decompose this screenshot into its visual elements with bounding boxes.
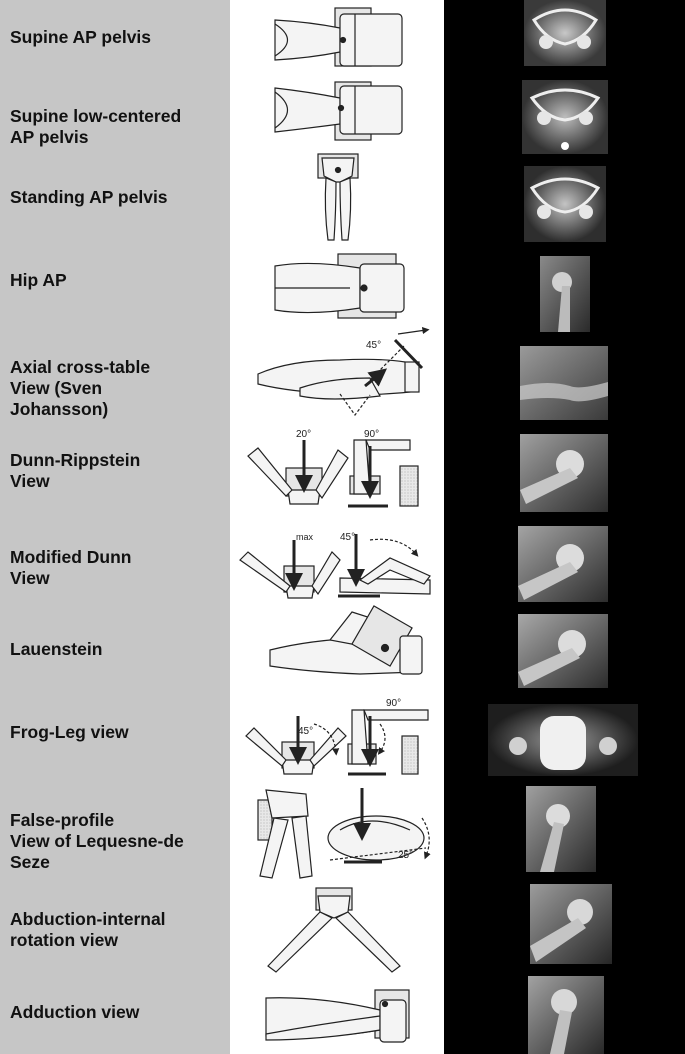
radiograph-axial-cross-table — [520, 346, 608, 420]
label-standing-ap-pelvis: Standing AP pelvis — [10, 187, 168, 207]
radiograph-supine-low-centered-ap-pelvis — [522, 80, 608, 154]
diagram-abduction-internal-rotation — [268, 888, 400, 972]
angle-false-profile-25: 25° — [398, 850, 414, 861]
label-lauenstein: Lauenstein — [10, 639, 103, 659]
angle-dunn-rippstein-20: 20° — [296, 429, 312, 440]
label-supine-low-centered-ap-pelvis: Supine low-centered AP pelvis — [10, 106, 182, 147]
positioning-diagram-column — [230, 0, 444, 1054]
diagram-modified-dunn — [240, 534, 430, 598]
diagram-adduction — [266, 990, 409, 1042]
angle-dunn-rippstein-90: 90° — [364, 429, 380, 440]
radiograph-modified-dunn — [518, 526, 608, 602]
diagram-dunn-rippstein — [248, 440, 418, 506]
radiograph-hip-ap — [540, 256, 590, 332]
radiograph-frog-leg — [488, 704, 638, 776]
radiograph-lauenstein — [518, 614, 608, 688]
angle-axial: 45° — [366, 340, 382, 351]
label-supine-ap-pelvis: Supine AP pelvis — [10, 27, 152, 47]
diagram-false-profile — [258, 788, 429, 878]
radiograph-column — [444, 0, 685, 1054]
angle-frog-leg-45: 45° — [298, 726, 314, 737]
diagram-standing-ap-pelvis — [318, 154, 358, 240]
label-dunn-rippstein: Dunn-Rippstein View — [10, 450, 141, 491]
angle-modified-dunn-45: 45° — [340, 532, 356, 543]
label-adduction: Adduction view — [10, 1002, 140, 1022]
radiograph-abduction-internal-rotation — [530, 884, 612, 964]
view-label-column — [0, 0, 230, 1054]
radiograph-supine-ap-pelvis — [524, 0, 606, 66]
angle-modified-dunn-max: max — [296, 532, 314, 542]
radiograph-adduction — [528, 976, 604, 1054]
positioning-diagrams — [230, 0, 444, 1054]
label-modified-dunn: Modified Dunn View — [10, 547, 132, 588]
radiograph-dunn-rippstein — [520, 434, 608, 512]
angle-frog-leg-90: 90° — [386, 698, 402, 709]
label-hip-ap: Hip AP — [10, 270, 67, 290]
diagram-supine-ap-pelvis — [275, 8, 402, 66]
label-frog-leg: Frog-Leg view — [10, 722, 129, 742]
radiograph-false-profile — [526, 786, 596, 872]
diagram-frog-leg — [246, 710, 428, 774]
label-axial-cross-table: Axial cross-table View (Sven Johansson) — [10, 357, 151, 419]
label-false-profile: False-profile View of Lequesne-de Seze — [10, 810, 184, 872]
radiograph-standing-ap-pelvis — [524, 166, 606, 242]
diagram-lauenstein — [270, 606, 422, 674]
diagram-hip-ap — [275, 254, 404, 318]
diagram-supine-low-centered-ap-pelvis — [275, 82, 402, 140]
label-abduction-internal-rotation: Abduction-internal rotation view — [10, 909, 166, 950]
diagram-axial-cross-table — [258, 330, 426, 415]
